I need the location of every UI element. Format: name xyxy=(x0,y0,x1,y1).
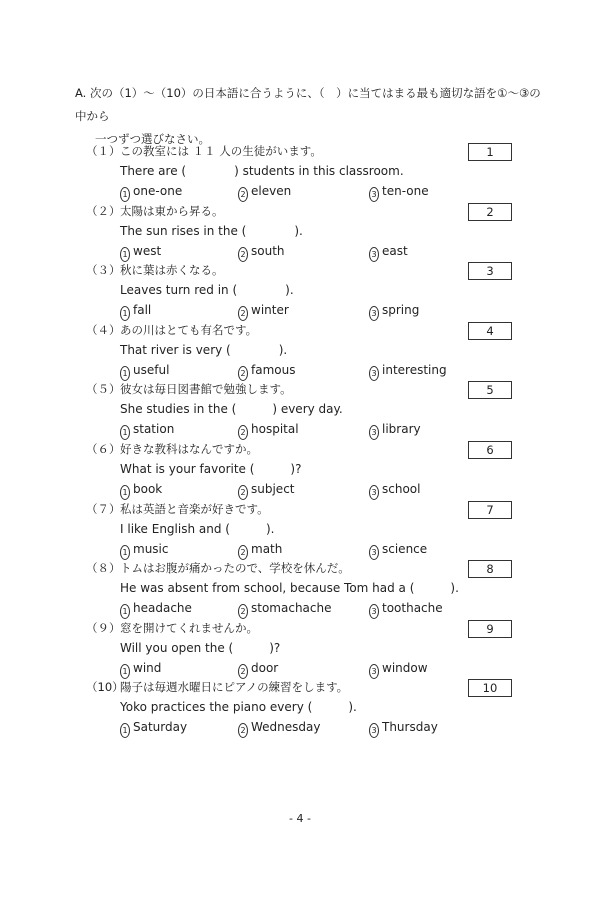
instruction-text-1: 次の（1）～（10）の日本語に合うように、（ ）に当てはまる最も適切な語を①～③の中から xyxy=(75,86,541,123)
answer-box[interactable]: 6 xyxy=(468,441,512,459)
choice-text: math xyxy=(251,541,283,556)
question-block xyxy=(86,141,526,201)
question-english: Yoko practices the piano every ( ). xyxy=(120,700,357,715)
question-block xyxy=(86,618,526,678)
circled-number-icon: 2 xyxy=(238,425,248,440)
choice-option[interactable] xyxy=(238,479,295,500)
question-japanese-text: 太陽は東から昇る。 xyxy=(120,203,224,218)
choice-row xyxy=(86,181,526,201)
question-number: （１） xyxy=(86,144,121,158)
circled-number-icon: 3 xyxy=(369,723,379,738)
circled-number-icon: 3 xyxy=(369,306,379,321)
question-number: （６） xyxy=(86,442,121,456)
question-english: The sun rises in the ( ). xyxy=(120,223,303,238)
answer-box[interactable]: 5 xyxy=(468,381,512,399)
answer-box[interactable]: 2 xyxy=(468,203,512,221)
instruction-line-2: 一つずつ選びなさい。 xyxy=(95,132,210,146)
choice-row xyxy=(86,479,526,499)
question-japanese-text: 秋に葉は赤くなる。 xyxy=(120,263,224,278)
choice-option[interactable] xyxy=(369,598,443,619)
question-block xyxy=(86,677,526,737)
circled-number-icon: 1 xyxy=(120,604,130,619)
question-japanese-text: 陽子は毎週水曜日にピアノの練習をします。 xyxy=(120,680,349,695)
choice-option[interactable] xyxy=(120,300,151,321)
choice-option[interactable] xyxy=(238,241,285,262)
choice-option[interactable] xyxy=(120,539,168,560)
choice-option[interactable] xyxy=(120,717,187,738)
circled-number-icon: 2 xyxy=(238,306,248,321)
circled-number-icon: 1 xyxy=(120,664,130,679)
answer-box[interactable]: 9 xyxy=(468,620,512,638)
question-japanese xyxy=(86,201,526,221)
circled-number-icon: 2 xyxy=(238,545,248,560)
choice-text: east xyxy=(382,243,408,258)
choice-text: interesting xyxy=(382,362,447,377)
circled-number-icon: 1 xyxy=(120,545,130,560)
choice-text: subject xyxy=(251,482,295,496)
question-english: There are ( ) students in this classroom. xyxy=(120,164,404,178)
question-japanese xyxy=(86,260,526,280)
circled-number-icon: 3 xyxy=(369,247,379,262)
circled-number-icon: 3 xyxy=(369,604,379,619)
circled-number-icon: 1 xyxy=(120,247,130,262)
choice-text: window xyxy=(382,660,428,675)
question-japanese xyxy=(86,439,526,459)
choice-option[interactable] xyxy=(369,181,429,202)
choice-text: fall xyxy=(133,303,152,318)
choice-text: library xyxy=(382,422,421,437)
question-english: That river is very ( ). xyxy=(120,342,288,357)
choice-option[interactable] xyxy=(369,419,421,440)
question-number: （５） xyxy=(86,382,121,397)
choice-text: station xyxy=(133,422,175,437)
answer-box[interactable]: 3 xyxy=(468,262,512,280)
choice-text: ten-one xyxy=(382,184,429,198)
choice-text: wind xyxy=(133,660,162,675)
answer-box[interactable]: 7 xyxy=(468,501,512,519)
question-english: Will you open the ( )? xyxy=(120,640,281,655)
question-block xyxy=(86,201,526,261)
choice-option[interactable] xyxy=(369,479,420,500)
circled-number-icon: 2 xyxy=(238,664,248,679)
question-block xyxy=(86,499,526,559)
question-english: He was absent from school, because Tom had a ( ). xyxy=(120,581,459,596)
circled-number-icon: 2 xyxy=(238,366,248,381)
choice-row xyxy=(86,598,526,618)
question-number: （９） xyxy=(86,620,121,635)
choice-text: winter xyxy=(251,303,289,318)
choice-option[interactable] xyxy=(120,419,174,440)
choice-text: school xyxy=(382,482,421,496)
question-japanese-text: 彼女は毎日図書館で勉強します。 xyxy=(120,382,292,397)
circled-number-icon: 1 xyxy=(120,187,130,202)
choice-text: music xyxy=(133,541,169,556)
choice-row xyxy=(86,717,526,737)
circled-number-icon: 2 xyxy=(238,604,248,619)
question-block xyxy=(86,439,526,499)
question-number: （10） xyxy=(86,680,124,695)
choice-text: toothache xyxy=(382,601,443,616)
circled-number-icon: 2 xyxy=(238,247,248,262)
choice-text: Wednesday xyxy=(251,720,321,735)
answer-box[interactable]: 1 xyxy=(468,143,512,161)
answer-box[interactable]: 10 xyxy=(468,679,512,697)
question-block xyxy=(86,260,526,320)
choice-text: stomachache xyxy=(251,601,332,616)
choice-option[interactable] xyxy=(120,658,161,679)
page-number: - 4 - xyxy=(289,812,311,825)
question-english: Leaves turn red in ( ). xyxy=(120,283,294,298)
choice-option[interactable] xyxy=(369,717,438,738)
question-number: （２） xyxy=(86,203,121,218)
choice-text: eleven xyxy=(251,184,292,198)
question-english: I like English and ( ). xyxy=(120,521,275,536)
choice-option[interactable] xyxy=(238,300,289,321)
circled-number-icon: 3 xyxy=(369,664,379,679)
choice-row xyxy=(86,300,526,320)
circled-number-icon: 2 xyxy=(238,187,248,202)
circled-number-icon: 1 xyxy=(120,425,130,440)
question-number: （７） xyxy=(86,501,121,516)
choice-text: south xyxy=(251,243,285,258)
choice-option[interactable] xyxy=(120,598,192,619)
choice-option[interactable] xyxy=(238,658,278,679)
choice-row xyxy=(86,360,526,380)
circled-number-icon: 1 xyxy=(120,723,130,738)
choice-option[interactable] xyxy=(238,419,299,440)
choice-row xyxy=(86,539,526,559)
choice-option[interactable] xyxy=(120,181,182,202)
question-english: She studies in the ( ) every day. xyxy=(120,402,343,417)
circled-number-icon: 2 xyxy=(238,723,248,738)
choice-text: spring xyxy=(382,303,420,318)
choice-option[interactable] xyxy=(238,598,331,619)
question-english: What is your favorite ( )? xyxy=(120,462,302,476)
question-japanese-text: この教室には １１ 人の生徒がいます。 xyxy=(120,144,322,158)
choice-row xyxy=(86,658,526,678)
choice-option[interactable] xyxy=(238,360,295,381)
choice-option[interactable] xyxy=(369,241,408,262)
question-number: （４） xyxy=(86,322,121,337)
circled-number-icon: 1 xyxy=(120,485,130,500)
choice-text: hospital xyxy=(251,422,299,437)
answer-box[interactable]: 8 xyxy=(468,560,512,578)
choice-option[interactable] xyxy=(238,539,282,560)
circled-number-icon: 3 xyxy=(369,187,379,202)
choice-option[interactable] xyxy=(120,360,169,381)
question-number: （３） xyxy=(86,263,121,278)
circled-number-icon: 1 xyxy=(120,306,130,321)
answer-box[interactable]: 4 xyxy=(468,322,512,340)
choice-row xyxy=(86,419,526,439)
choice-text: useful xyxy=(133,362,170,377)
choice-text: Saturday xyxy=(133,720,188,735)
circled-number-icon: 3 xyxy=(369,545,379,560)
choice-option[interactable] xyxy=(120,479,162,500)
choice-text: west xyxy=(133,243,162,258)
question-number: （８） xyxy=(86,561,121,576)
choice-row xyxy=(86,241,526,261)
question-japanese-text: 私は英語と音楽が好きです。 xyxy=(120,501,269,516)
choice-text: science xyxy=(382,541,428,556)
question-japanese xyxy=(86,499,526,519)
question-block xyxy=(86,320,526,380)
circled-number-icon: 1 xyxy=(120,366,130,381)
circled-number-icon: 3 xyxy=(369,485,379,500)
instruction-line-1 xyxy=(75,82,545,128)
question-japanese xyxy=(86,558,526,578)
choice-text: headache xyxy=(133,601,192,616)
choice-option[interactable] xyxy=(120,241,161,262)
circled-number-icon: 2 xyxy=(238,485,248,500)
choice-text: door xyxy=(251,660,279,675)
section-label: A. xyxy=(75,86,87,100)
question-japanese-text: あの川はとても有名です。 xyxy=(120,322,258,337)
question-japanese-text: トムはお腹が痛かったので、学校を休んだ。 xyxy=(120,561,350,576)
choice-option[interactable] xyxy=(238,717,320,738)
question-japanese xyxy=(86,320,526,340)
choice-text: Thursday xyxy=(382,720,438,735)
choice-text: one-one xyxy=(133,184,183,198)
question-japanese-text: 窓を開けてくれませんか。 xyxy=(120,620,258,635)
question-japanese xyxy=(86,141,526,161)
choice-text: famous xyxy=(251,362,296,377)
circled-number-icon: 3 xyxy=(369,425,379,440)
choice-option[interactable] xyxy=(369,539,427,560)
question-japanese-text: 好きな教科はなんですか。 xyxy=(120,442,258,456)
question-block xyxy=(86,558,526,618)
question-japanese xyxy=(86,677,526,697)
choice-option[interactable] xyxy=(369,658,428,679)
question-japanese xyxy=(86,618,526,638)
choice-option[interactable] xyxy=(238,181,291,202)
question-japanese xyxy=(86,379,526,399)
question-block xyxy=(86,379,526,439)
choice-option[interactable] xyxy=(369,360,447,381)
circled-number-icon: 3 xyxy=(369,366,379,381)
choice-text: book xyxy=(133,482,163,496)
choice-option[interactable] xyxy=(369,300,419,321)
